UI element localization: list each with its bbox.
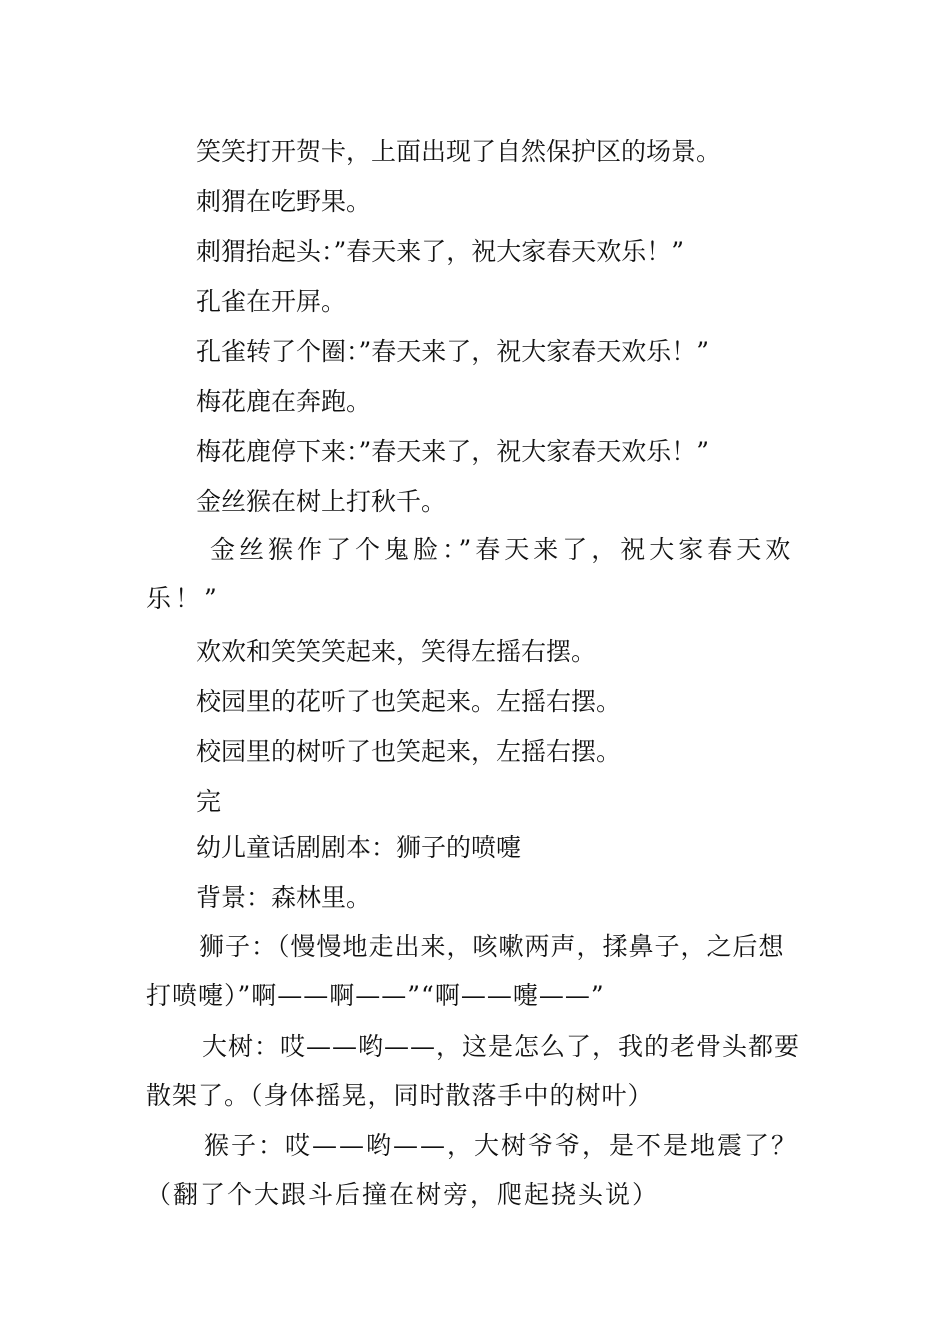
paragraph-monkey-face	[146, 525, 806, 623]
paragraph-text: 大树：哎——哟——，这是怎么了，我的老骨头都要散架了。（身体摇晃，同时散落手中的树叶）	[146, 1032, 801, 1110]
text-line: 刺猬在吃野果。	[196, 187, 372, 216]
text-line: 刺猬抬起头：”春天来了，祝大家春天欢乐！”	[196, 237, 685, 266]
text-line: 校园里的树听了也笑起来，左摇右摆。	[196, 737, 622, 766]
text-line: 背景：森林里。	[196, 883, 372, 912]
text-line: 孔雀在开屏。	[196, 287, 347, 316]
text-line: 孔雀转了个圈：”春天来了，祝大家春天欢乐！”	[196, 337, 710, 366]
paragraph-monkey-fall	[146, 1121, 806, 1219]
paragraph-text: 狮子：（慢慢地走出来，咳嗽两声，揉鼻子，之后想打喷嚏）”啊——啊——”“啊——嚏——”	[146, 932, 785, 1010]
paragraph-tree	[146, 1022, 806, 1120]
text-line: 校园里的花听了也笑起来。左摇右摆。	[196, 687, 622, 716]
text-line: 笑笑打开贺卡，上面出现了自然保护区的场景。	[196, 137, 722, 166]
text-line: 完	[196, 787, 222, 816]
text-line: 欢欢和笑笑笑起来，笑得左摇右摆。	[196, 637, 597, 666]
paragraph-text: 金丝猴作了个鬼脸：”春天来了，祝大家春天欢乐！”	[146, 535, 795, 613]
text-line: 梅花鹿停下来：”春天来了，祝大家春天欢乐！”	[196, 437, 710, 466]
paragraph-text: 猴子：哎——哟——，大树爷爷，是不是地震了？（翻了个大跟斗后撞在树旁，爬起挠头说）	[146, 1131, 799, 1209]
text-line: 金丝猴在树上打秋千。	[196, 487, 447, 516]
text-line: 梅花鹿在奔跑。	[196, 387, 372, 416]
text-line: 幼儿童话剧剧本：狮子的喷嚏	[196, 833, 522, 862]
paragraph-lion	[146, 922, 806, 1020]
